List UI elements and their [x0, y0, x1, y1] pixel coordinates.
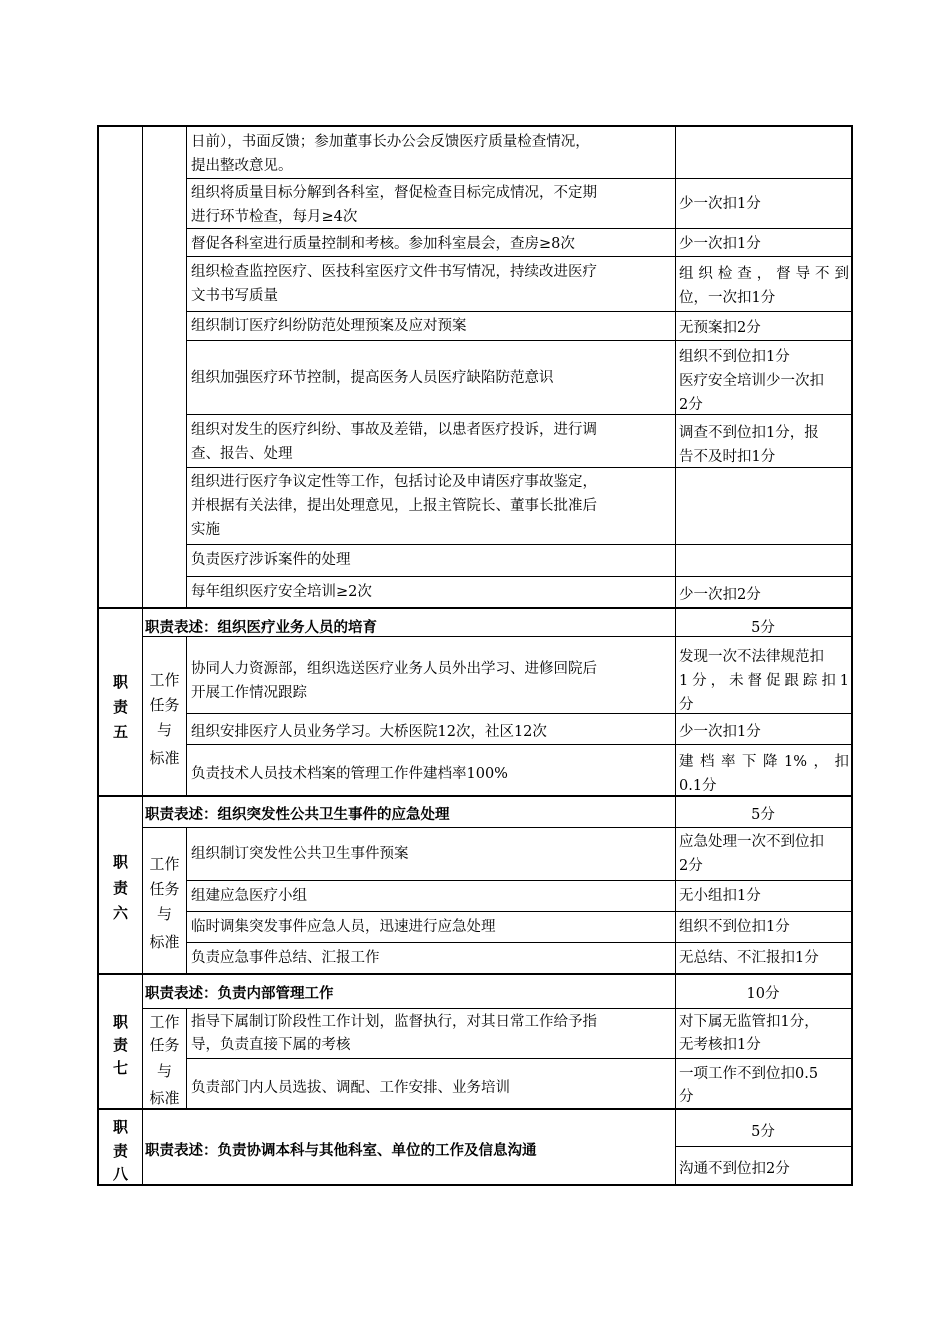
- duty-score: 10分: [746, 986, 780, 1002]
- duty-label: 六: [112, 904, 128, 922]
- side-label: 工作: [149, 855, 180, 873]
- task-text: 日前），书面反馈；参加董事长办公会反馈医疗质量检查情况，: [191, 134, 590, 150]
- task-text: 负责部门内人员选拔、调配、工作安排、业务培训: [191, 1080, 510, 1096]
- criteria-text: 少一次扣1分: [679, 196, 761, 212]
- criteria-text: 无考核扣1分: [679, 1037, 761, 1053]
- side-label: 标准: [149, 749, 180, 767]
- task-text: 组织制订突发性公共卫生事件预案: [191, 846, 409, 862]
- table-border-bottom: [97, 1184, 853, 1186]
- row-line: [186, 544, 853, 545]
- duty-label: 职: [112, 673, 128, 691]
- row-line: [186, 414, 853, 415]
- row-line: [186, 911, 853, 912]
- task-text: 每年组织医疗安全培训≥2次: [191, 584, 372, 600]
- table-border-top: [97, 125, 853, 127]
- task-text: 负责应急事件总结、汇报工作: [191, 950, 380, 966]
- row-line: [186, 178, 853, 179]
- row-line: [186, 340, 853, 341]
- task-text: 文书书写质量: [191, 288, 278, 304]
- criteria-text: 2分: [679, 858, 703, 874]
- duty-header: 职责表述：组织医疗业务人员的培育: [145, 619, 377, 636]
- duty-score: 5分: [751, 807, 775, 823]
- section-divider: [97, 607, 853, 609]
- task-text: 组织安排医疗人员业务学习。大桥医院12次，社区12次: [191, 724, 547, 740]
- duty-label: 责: [112, 879, 128, 897]
- criteria-text: 2分: [679, 397, 703, 413]
- row-line: [675, 1146, 853, 1147]
- side-label: 工作: [149, 671, 180, 689]
- criteria-text: 发现一次不法律规范扣: [679, 649, 824, 665]
- row-line: [186, 576, 853, 577]
- criteria-text: 少一次扣1分: [679, 236, 761, 252]
- criteria-text: 医疗安全培训少一次扣: [679, 373, 824, 389]
- task-text: 提出整改意见。: [191, 158, 293, 174]
- row-line: [186, 1058, 853, 1059]
- col-divider-side-6: [186, 827, 187, 974]
- row-line: [142, 827, 853, 828]
- side-label: 标准: [149, 1089, 180, 1107]
- criteria-text: 1分，未督促跟踪扣1: [679, 673, 849, 689]
- side-label: 任务: [149, 696, 180, 714]
- duty-header: 职责表述：负责内部管理工作: [145, 985, 334, 1002]
- task-text: 组织进行医疗争议定性等工作，包括讨论及申请医疗事故鉴定，: [191, 474, 597, 490]
- task-text: 组织制订医疗纠纷防范处理预案及应对预案: [191, 318, 467, 334]
- criteria-text: 对下属无监管扣1分，: [679, 1014, 819, 1030]
- task-text: 导，负责直接下属的考核: [191, 1037, 351, 1053]
- criteria-text: 分: [679, 697, 694, 713]
- criteria-text: 0.1分: [679, 778, 717, 794]
- col-divider-criteria: [675, 125, 676, 1186]
- task-text: 临时调集突发事件应急人员，迅速进行应急处理: [191, 919, 496, 935]
- criteria-text: 调查不到位扣1分，报: [679, 425, 819, 441]
- criteria-text: 位，一次扣1分: [679, 290, 776, 306]
- row-line: [186, 713, 853, 714]
- side-label: 与: [156, 905, 172, 923]
- duty-label: 责: [112, 698, 128, 716]
- side-label: 与: [156, 721, 172, 739]
- col-divider-side-top: [186, 125, 187, 608]
- task-text: 组织将质量目标分解到各科室，督促检查目标完成情况，不定期: [191, 185, 597, 201]
- duty-label: 七: [112, 1059, 128, 1077]
- criteria-text: 无预案扣2分: [679, 320, 761, 336]
- task-text: 组建应急医疗小组: [191, 888, 307, 904]
- duty-label: 职: [112, 1118, 128, 1136]
- task-text: 组织对发生的医疗纠纷、事故及差错，以患者医疗投诉，进行调: [191, 422, 597, 438]
- row-line: [186, 942, 853, 943]
- duty-label: 八: [112, 1165, 128, 1183]
- side-label: 标准: [149, 933, 180, 951]
- duty-label: 责: [112, 1142, 128, 1160]
- section-divider: [97, 795, 853, 797]
- criteria-text: 一项工作不到位扣0.5: [679, 1066, 819, 1082]
- criteria-text: 组织不到位扣1分: [679, 349, 790, 365]
- side-label: 与: [156, 1062, 172, 1080]
- duty-header: 职责表述：负责协调本科与其他科室、单位的工作及信息沟通: [145, 1142, 537, 1159]
- task-text: 督促各科室进行质量控制和考核。参加科室晨会，查房≥8次: [191, 236, 575, 252]
- duty-label: 职: [112, 853, 128, 871]
- criteria-text: 少一次扣1分: [679, 724, 761, 740]
- criteria-text: 告不及时扣1分: [679, 449, 776, 465]
- duty-header: 职责表述：组织突发性公共卫生事件的应急处理: [145, 806, 450, 823]
- section-divider: [97, 973, 853, 975]
- duty-label: 五: [112, 723, 128, 741]
- criteria-text: 无总结、不汇报扣1分: [679, 950, 819, 966]
- task-text: 并根据有关法律，提出处理意见，上报主管院长、董事长批准后: [191, 498, 597, 514]
- table-border-right: [851, 125, 853, 1186]
- row-line: [142, 1008, 853, 1009]
- criteria-text: 组织检查，督导不到: [679, 266, 849, 282]
- criteria-text: 组织不到位扣1分: [679, 919, 790, 935]
- task-text: 查、报告、处理: [191, 446, 293, 462]
- criteria-text: 建档率下降1%，扣: [679, 754, 849, 770]
- criteria-text: 分: [679, 1089, 694, 1105]
- duty-score: 5分: [751, 620, 775, 636]
- row-line: [186, 311, 853, 312]
- task-text: 组织检查监控医疗、医技科室医疗文件书写情况，持续改进医疗: [191, 264, 597, 280]
- row-line: [186, 744, 853, 745]
- task-text: 指导下属制订阶段性工作计划，监督执行，对其日常工作给予指: [191, 1014, 597, 1030]
- section-divider: [97, 1108, 853, 1110]
- task-text: 实施: [191, 522, 220, 538]
- task-text: 负责医疗涉诉案件的处理: [191, 552, 351, 568]
- duty-score: 5分: [751, 1124, 775, 1140]
- side-label: 任务: [149, 1036, 180, 1054]
- task-text: 负责技术人员技术档案的管理工作件建档率100%: [191, 766, 508, 782]
- criteria-text: 沟通不到位扣2分: [679, 1161, 790, 1177]
- row-line: [186, 880, 853, 881]
- criteria-text: 少一次扣2分: [679, 587, 761, 603]
- task-text: 协同人力资源部，组织选送医疗业务人员外出学习、进修回院后: [191, 661, 597, 677]
- col-divider-side-5: [186, 636, 187, 796]
- side-label: 工作: [149, 1013, 180, 1031]
- side-label: 任务: [149, 880, 180, 898]
- task-text: 开展工作情况跟踪: [191, 685, 307, 701]
- duty-label: 职: [112, 1013, 128, 1031]
- task-text: 组织加强医疗环节控制，提高医务人员医疗缺陷防范意识: [191, 370, 554, 386]
- criteria-text: 无小组扣1分: [679, 888, 761, 904]
- duty-label: 责: [112, 1036, 128, 1054]
- criteria-text: 应急处理一次不到位扣: [679, 834, 824, 850]
- task-text: 进行环节检查，每月≥4次: [191, 209, 358, 225]
- row-line: [186, 256, 853, 257]
